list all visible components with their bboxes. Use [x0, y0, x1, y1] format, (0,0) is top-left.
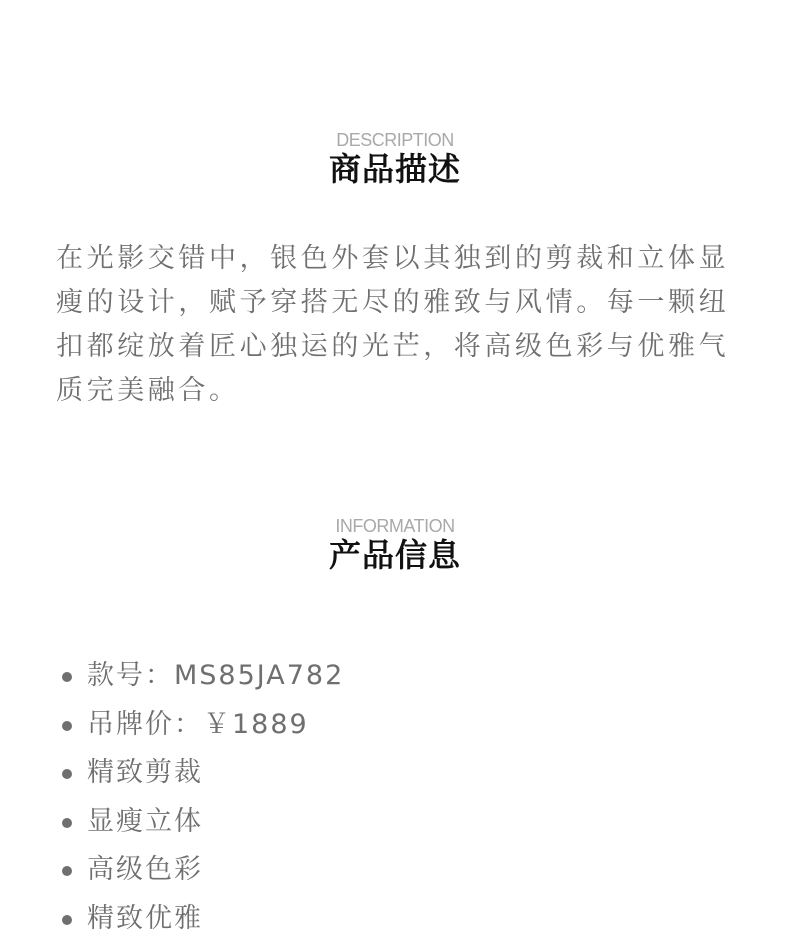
- information-header: [0, 516, 790, 574]
- description-body: 在光影交错中，银色外套以其独到的剪裁和立体显瘦的设计，赋予穿搭无尽的雅致与风情。每一颗纽扣都绽放着匠心独运的光芒，将高级色彩与优雅气质完美融合。: [56, 243, 730, 406]
- info-item-label: 精致优雅: [87, 902, 203, 934]
- info-item-label: 吊牌价：￥1889: [87, 708, 309, 740]
- description-header: [0, 130, 790, 188]
- bullet-icon: [62, 866, 72, 876]
- bullet-icon: [62, 769, 72, 779]
- bullet-icon: [62, 915, 72, 925]
- information-title: 产品信息: [328, 536, 461, 574]
- info-item-feature: [58, 895, 738, 944]
- bullet-icon: [62, 721, 72, 731]
- product-info-list: [58, 652, 738, 943]
- info-item-style-number: [58, 652, 738, 701]
- info-item-feature: [58, 749, 738, 798]
- info-item-label: 显瘦立体: [87, 805, 203, 837]
- bullet-icon: [62, 818, 72, 828]
- info-item-tag-price: [58, 701, 738, 750]
- description-title: 商品描述: [328, 150, 461, 188]
- info-item-feature: [58, 798, 738, 847]
- description-eyebrow: DESCRIPTION: [336, 130, 454, 150]
- info-item-label: 高级色彩: [87, 854, 203, 885]
- info-item-label: 款号：MS85JA782: [87, 660, 345, 691]
- info-item-label: 精致剪裁: [87, 757, 203, 788]
- bullet-icon: [62, 672, 72, 682]
- info-item-feature: [58, 846, 738, 895]
- information-eyebrow: INFORMATION: [335, 516, 455, 536]
